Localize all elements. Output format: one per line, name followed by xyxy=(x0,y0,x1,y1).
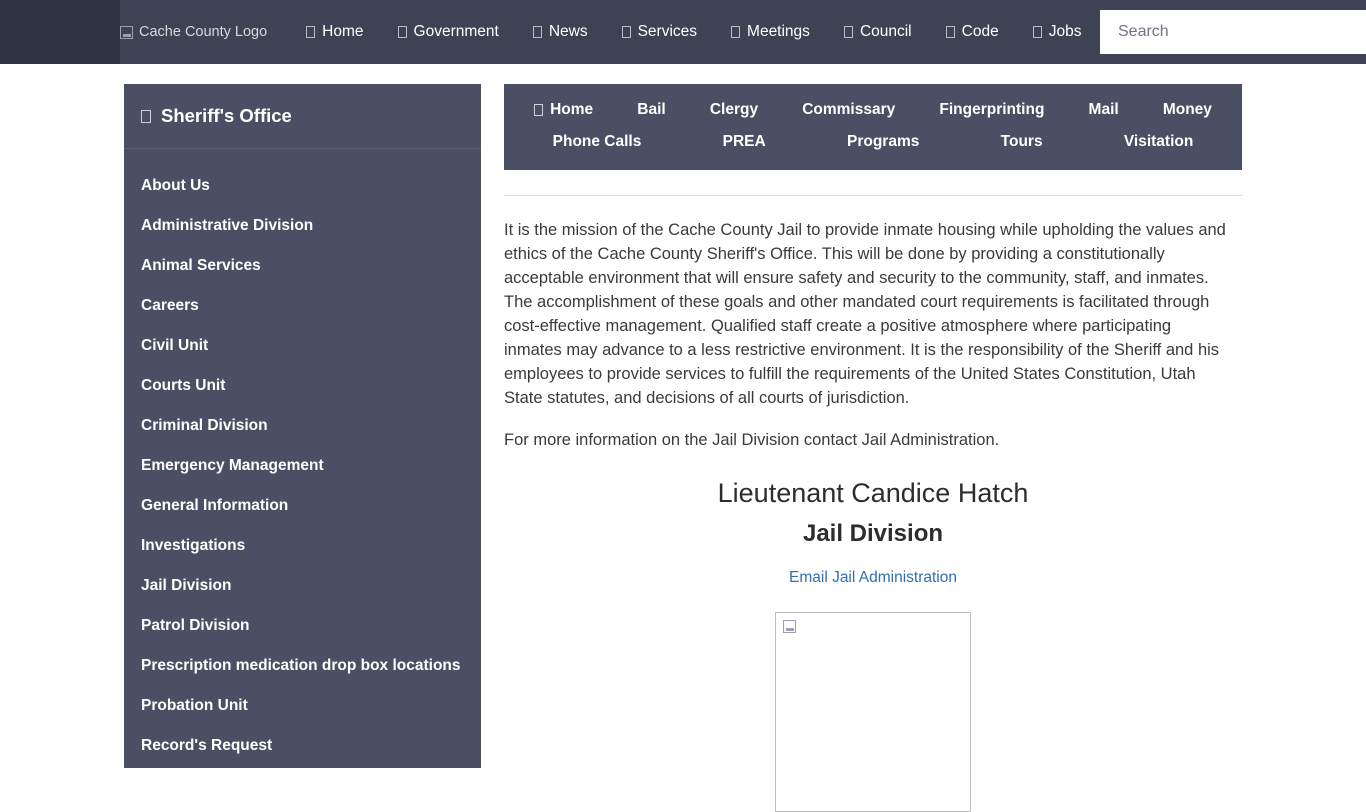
sidebar-item-label: Record's Request xyxy=(141,737,273,754)
nav-item-meetings[interactable] xyxy=(714,0,827,64)
box-icon xyxy=(622,26,631,38)
nav-item-label: News xyxy=(548,23,588,40)
search-input[interactable] xyxy=(1100,10,1366,54)
subnav-item-label: Bail xyxy=(637,101,666,118)
sidebar-item-label: Careers xyxy=(141,297,199,314)
subnav-item-label: Mail xyxy=(1088,101,1119,118)
subnav-item-mail[interactable] xyxy=(1079,96,1129,124)
site-logo[interactable] xyxy=(120,0,267,64)
subnav-item-label: PREA xyxy=(722,133,766,150)
officer-photo-placeholder xyxy=(775,612,971,812)
content-divider xyxy=(504,195,1242,196)
sidebar-item-courts-unit[interactable] xyxy=(124,366,481,406)
sidebar-title-label: Sheriff's Office xyxy=(161,105,292,126)
subnav-item-label: Tours xyxy=(1000,133,1043,150)
sidebar-item-general-information[interactable] xyxy=(124,486,481,526)
nav-item-label: Services xyxy=(637,23,698,40)
sidebar-item-label: Emergency Management xyxy=(141,457,324,474)
subnav-row-1 xyxy=(504,94,1242,126)
sidebar-item-about-us[interactable] xyxy=(124,166,481,206)
sidebar-item-animal-services[interactable] xyxy=(124,246,481,286)
nav-item-code[interactable] xyxy=(929,0,1016,64)
sidebar-item-label: Animal Services xyxy=(141,257,261,274)
sidebar-item-careers[interactable] xyxy=(124,286,481,326)
sidebar-item-label: Prescription medication drop box locations xyxy=(141,657,461,674)
sidebar-item-jail-division[interactable] xyxy=(124,566,481,606)
sidebar-item-label: Investigations xyxy=(141,537,246,554)
sidebar-item-probation-unit[interactable] xyxy=(124,686,481,726)
sidebar xyxy=(124,84,481,768)
subnav-item-label: Clergy xyxy=(709,101,759,118)
page-body xyxy=(0,64,1366,768)
sidebar-item-label: Jail Division xyxy=(141,577,232,594)
sidebar-item-administrative-division[interactable] xyxy=(124,206,481,246)
subnav-item-label: Commissary xyxy=(802,101,896,118)
subnav-item-label: Phone Calls xyxy=(552,133,642,150)
contact-paragraph: For more information on the Jail Division contact Jail Administration. xyxy=(504,431,1000,449)
broken-image-icon xyxy=(783,620,796,633)
logo-broken-image xyxy=(120,24,267,40)
box-icon xyxy=(306,26,315,38)
subnav-item-commissary[interactable] xyxy=(792,96,905,124)
subnav-row-2 xyxy=(504,126,1242,158)
subnav-item-home[interactable] xyxy=(524,96,603,124)
subnav-item-label: Money xyxy=(1162,101,1212,118)
mission-statement xyxy=(504,218,1226,452)
subnav-item-label: Fingerprinting xyxy=(939,101,1045,118)
subnav-item-clergy[interactable] xyxy=(700,96,768,124)
sidebar-item-investigations[interactable] xyxy=(124,526,481,566)
sidebar-item-label: General Information xyxy=(141,497,289,514)
sidebar-title xyxy=(124,84,481,149)
sidebar-item-label: Administrative Division xyxy=(141,217,314,234)
subnav-item-fingerprinting[interactable] xyxy=(929,96,1054,124)
officer-division: Jail Division xyxy=(802,520,944,547)
main-content xyxy=(504,84,1242,812)
nav-item-label: Meetings xyxy=(747,23,810,40)
mission-paragraph: It is the mission of the Cache County Jail to provide inmate housing while upholding the values and ethics of the Cache County Sheriff's Office. This will be done by providing a constitutionally acceptable environment that will ensure safety and security to the community, staff, and inmates. The accomplishment of these goals and other mandated court requirements is facilitated through cost-effective management. Qualified staff create a positive atmosphere where participating inmates may advance to a less restrictive environment. It is the responsibility of the Sheriff and his employees to provide services to fulfill the requirements of the United States Constitution, Utah State statutes, and decisions of all courts of jurisdiction. xyxy=(504,221,1226,407)
sidebar-item-criminal-division[interactable] xyxy=(124,406,481,446)
nav-item-government[interactable] xyxy=(381,0,516,64)
subnav-item-label: Programs xyxy=(847,133,920,150)
nav-item-council[interactable] xyxy=(827,0,929,64)
section-subnav xyxy=(504,84,1242,170)
broken-image-icon xyxy=(120,26,133,39)
box-icon xyxy=(398,26,407,38)
logo-alt-text: Cache County Logo xyxy=(139,24,268,40)
subnav-item-programs[interactable] xyxy=(837,128,929,156)
nav-item-label: Code xyxy=(961,23,999,40)
box-icon xyxy=(534,104,543,116)
box-icon xyxy=(141,110,151,123)
nav-item-services[interactable] xyxy=(605,0,714,64)
sidebar-item-label: About Us xyxy=(141,177,210,194)
nav-item-home[interactable] xyxy=(289,0,380,64)
search-box[interactable] xyxy=(1100,10,1366,54)
subnav-item-bail[interactable] xyxy=(627,96,675,124)
sidebar-item-label: Criminal Division xyxy=(141,417,268,434)
sidebar-item-patrol-division[interactable] xyxy=(124,606,481,646)
sidebar-item-label: Civil Unit xyxy=(141,337,209,354)
subnav-item-label: Home xyxy=(550,101,594,118)
nav-item-label: Jobs xyxy=(1048,23,1082,40)
box-icon xyxy=(1033,26,1042,38)
subnav-item-prea[interactable] xyxy=(713,128,776,156)
subnav-item-tours[interactable] xyxy=(991,128,1053,156)
top-navigation-bar xyxy=(0,0,1366,64)
subnav-item-visitation[interactable] xyxy=(1114,128,1203,156)
nav-item-label: Home xyxy=(322,23,364,40)
sidebar-item-label: Patrol Division xyxy=(141,617,250,634)
nav-item-label: Government xyxy=(413,23,499,40)
nav-item-jobs[interactable] xyxy=(1016,0,1099,64)
sidebar-item-label: Courts Unit xyxy=(141,377,226,394)
sidebar-item-prescription-drop-box[interactable] xyxy=(124,646,481,686)
box-icon xyxy=(946,26,955,38)
topbar-left-spacer xyxy=(0,0,120,64)
top-nav-items xyxy=(289,0,1098,64)
officer-name: Lieutenant Candice Hatch xyxy=(717,478,1029,508)
email-jail-administration-link[interactable]: Email Jail Administration xyxy=(789,569,957,586)
sidebar-item-emergency-management[interactable] xyxy=(124,446,481,486)
sidebar-item-records-request[interactable] xyxy=(124,726,481,766)
sidebar-item-civil-unit[interactable] xyxy=(124,326,481,366)
box-icon xyxy=(533,26,542,38)
subnav-item-phone-calls[interactable] xyxy=(543,128,652,156)
nav-item-news[interactable] xyxy=(516,0,605,64)
subnav-item-money[interactable] xyxy=(1153,96,1222,124)
subnav-item-label: Visitation xyxy=(1123,133,1194,150)
box-icon xyxy=(731,26,740,38)
sidebar-list xyxy=(124,149,481,766)
sidebar-item-label: Probation Unit xyxy=(141,697,248,714)
box-icon xyxy=(844,26,853,38)
nav-item-label: Council xyxy=(859,23,912,40)
